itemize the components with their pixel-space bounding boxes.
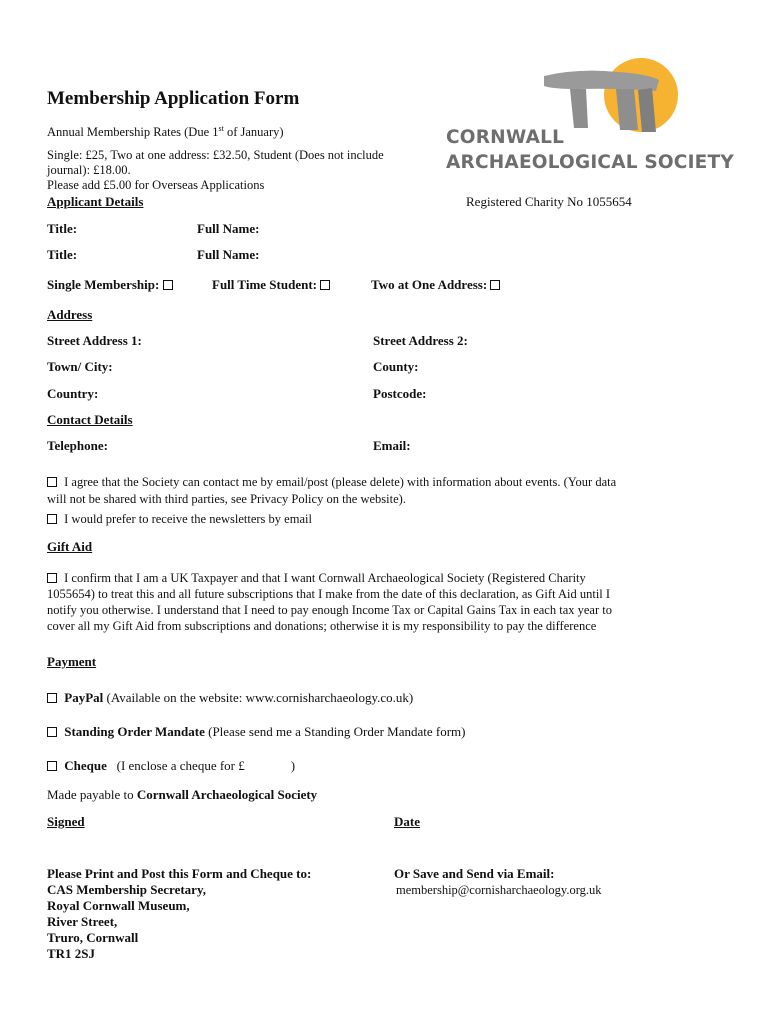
fullname-2-label: Full Name:	[197, 247, 260, 262]
two-at-one-checkbox[interactable]	[490, 280, 500, 290]
payment-heading: Payment	[47, 654, 97, 669]
cheque-label: Cheque	[64, 758, 107, 773]
post-line-4: Truro, Cornwall	[47, 930, 139, 945]
logo-line-2: ARCHAEOLOGICAL SOCIETY	[446, 152, 734, 173]
standing-order-label: Standing Order Mandate	[64, 724, 205, 739]
town-label: Town/ City:	[47, 359, 113, 374]
postcode-label: Postcode:	[373, 386, 427, 401]
standing-order-note: (Please send me a Standing Order Mandate form)	[204, 724, 466, 739]
post-line-5: TR1 2SJ	[47, 946, 96, 961]
cheque-close: )	[290, 758, 296, 773]
paypal-note: (Available on the website: www.cornisharchaeology.co.uk)	[103, 690, 414, 705]
street-1-label: Street Address 1:	[47, 333, 142, 348]
contact-consent-line-2: will not be shared with third parties, see Privacy Policy on the website).	[47, 492, 406, 506]
membership-email[interactable]: membership@cornisharchaeology.org.uk	[396, 883, 602, 897]
payable-to-pre: Made payable to	[47, 787, 137, 802]
paypal-label: PayPal	[64, 690, 104, 705]
fullname-1-label: Full Name:	[197, 221, 260, 236]
address-heading: Address	[47, 307, 93, 322]
rates-heading-post: of January)	[223, 125, 284, 140]
newsletter-checkbox[interactable]	[47, 514, 57, 524]
rates-heading-pre: Annual Membership Rates (Due 1	[47, 125, 219, 140]
paypal-option	[47, 690, 413, 706]
signed-label: Signed	[47, 814, 85, 829]
newsletter-option	[47, 511, 312, 527]
gift-aid-line-2: 1055654) to treat this and all future subscriptions that I make from the date of this declaration, as Gift Aid until I	[47, 587, 611, 601]
title-2-label: Title:	[47, 247, 78, 262]
standing-order-checkbox[interactable]	[47, 727, 57, 737]
contact-heading: Contact Details	[47, 412, 133, 427]
two-at-one-label: Two at One Address:	[371, 277, 488, 292]
contact-consent-checkbox[interactable]	[47, 477, 57, 487]
gift-aid-checkbox[interactable]	[47, 573, 57, 583]
single-membership-option	[47, 277, 177, 293]
cheque-checkbox[interactable]	[47, 761, 57, 771]
standing-order-option	[47, 724, 466, 740]
charity-number: Registered Charity No 1055654	[466, 194, 632, 209]
gift-aid-line-4: cover all my Gift Aid from subscriptions and donations; otherwise it is my responsibility to pay the difference	[47, 619, 597, 633]
contact-consent-line-1: I agree that the Society can contact me by email/post (please delete) with information about events. (Your data	[64, 475, 617, 489]
rates-line-3: Please add £5.00 for Overseas Applications	[47, 178, 265, 192]
county-label: County:	[373, 359, 419, 374]
country-label: Country:	[47, 386, 99, 401]
email-label: Email:	[373, 438, 411, 453]
cheque-note: (I enclose a cheque for £	[106, 758, 245, 773]
form-title: Membership Application Form	[47, 88, 300, 109]
paypal-checkbox[interactable]	[47, 693, 57, 703]
student-label: Full Time Student:	[212, 277, 317, 292]
contact-consent	[47, 474, 616, 490]
email-heading: Or Save and Send via Email:	[394, 866, 555, 881]
title-1-label: Title:	[47, 221, 78, 236]
payable-to-name: Cornwall Archaeological Society	[136, 787, 318, 802]
rates-line-2: journal): £18.00.	[47, 163, 131, 177]
student-checkbox[interactable]	[320, 280, 330, 290]
post-line-1: CAS Membership Secretary,	[47, 882, 206, 897]
newsletter-label: I would prefer to receive the newsletters by email	[64, 512, 312, 526]
rates-line-1: Single: £25, Two at one address: £32.50, Student (Does not include	[47, 148, 384, 162]
applicant-heading: Applicant Details	[47, 194, 144, 209]
single-membership-checkbox[interactable]	[163, 280, 173, 290]
single-membership-label: Single Membership:	[47, 277, 160, 292]
street-2-label: Street Address 2:	[373, 333, 468, 348]
date-label: Date	[394, 814, 420, 829]
cheque-option	[47, 758, 295, 774]
two-at-one-option	[371, 277, 504, 293]
rates-heading-sup: st	[218, 124, 224, 133]
gift-aid-heading: Gift Aid	[47, 539, 93, 554]
post-line-3: River Street,	[47, 914, 118, 929]
logo-line-1: CORNWALL	[446, 127, 565, 148]
gift-aid-declaration	[47, 570, 586, 586]
student-option	[212, 277, 334, 293]
payable-to	[47, 787, 317, 803]
post-line-2: Royal Cornwall Museum,	[47, 898, 190, 913]
dolmen-logo-icon	[538, 58, 688, 138]
gift-aid-line-1: I confirm that I am a UK Taxpayer and that I want Cornwall Archaeological Society (Registered Charity	[64, 571, 586, 585]
stone-left-icon	[570, 89, 588, 128]
telephone-label: Telephone:	[47, 438, 108, 453]
rates-heading	[47, 121, 284, 140]
gift-aid-line-3: notify you otherwise. I understand that I need to pay enough Income Tax or Capital Gains Tax in each tax year to	[47, 603, 612, 617]
post-heading: Please Print and Post this Form and Cheque to:	[47, 866, 312, 881]
